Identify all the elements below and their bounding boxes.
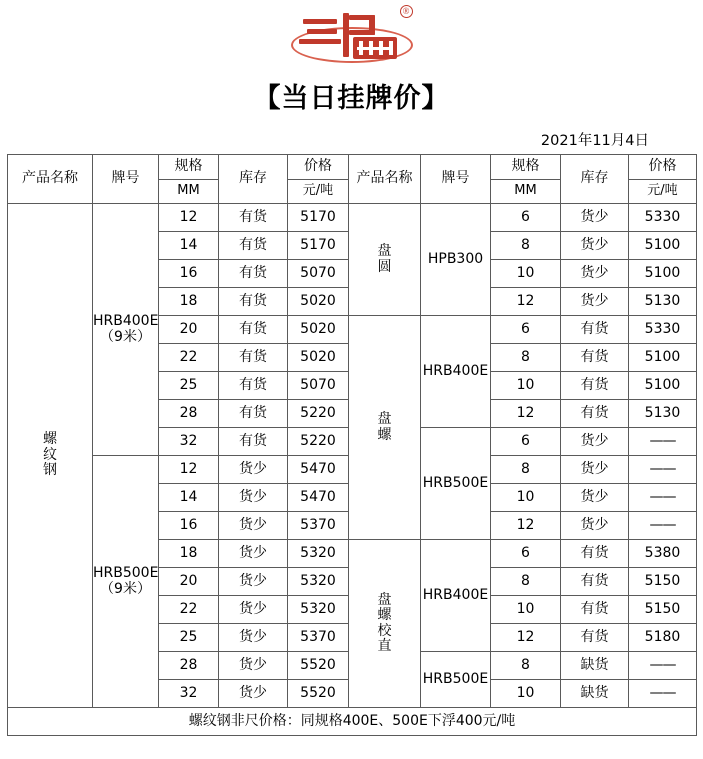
right-product-name: 盘 圆	[349, 204, 421, 316]
right-price-cell: 5130	[629, 288, 697, 316]
right-price-cell: 5100	[629, 260, 697, 288]
right-product-name: 盘 螺 校 直	[349, 540, 421, 708]
header-product-right: 产品名称	[349, 155, 421, 204]
left-price-cell: 5020	[288, 288, 349, 316]
header-price-left	[288, 155, 349, 204]
header-price-right	[629, 155, 697, 204]
header-stock-left: 库存	[219, 155, 288, 204]
right-stock-cell: 有货	[561, 372, 629, 400]
right-grade-cell: HPB300	[421, 204, 491, 316]
header-spec-right	[491, 155, 561, 204]
right-spec-cell: 10	[491, 484, 561, 512]
right-price-cell: 5130	[629, 400, 697, 428]
header-grade-left: 牌号	[93, 155, 159, 204]
right-stock-cell: 有货	[561, 624, 629, 652]
price-table	[7, 154, 697, 736]
header-product-left: 产品名称	[8, 155, 93, 204]
left-spec-cell: 22	[159, 344, 219, 372]
left-spec-cell: 32	[159, 428, 219, 456]
left-spec-cell: 28	[159, 400, 219, 428]
left-stock-cell: 有货	[219, 400, 288, 428]
header-spec-left-unit: MM	[177, 183, 200, 199]
left-stock-cell: 货少	[219, 512, 288, 540]
footnote-cell: 螺纹钢非尺价格：同规格400E、500E下浮400元/吨	[8, 708, 697, 736]
left-spec-cell: 28	[159, 652, 219, 680]
right-spec-cell: 12	[491, 624, 561, 652]
right-spec-cell: 8	[491, 232, 561, 260]
right-price-cell: 5330	[629, 204, 697, 232]
right-stock-cell: 货少	[561, 484, 629, 512]
right-price-cell: ——	[629, 428, 697, 456]
right-price-cell: ——	[629, 652, 697, 680]
left-spec-cell: 16	[159, 512, 219, 540]
left-stock-cell: 货少	[219, 596, 288, 624]
right-price-cell: 5100	[629, 344, 697, 372]
left-stock-cell: 货少	[219, 456, 288, 484]
left-spec-cell: 32	[159, 680, 219, 708]
table-header-row	[8, 155, 697, 204]
header-spec-right-unit: MM	[514, 183, 537, 199]
right-stock-cell: 缺货	[561, 680, 629, 708]
left-spec-cell: 22	[159, 596, 219, 624]
right-stock-cell: 货少	[561, 288, 629, 316]
left-stock-cell: 货少	[219, 540, 288, 568]
right-spec-cell: 6	[491, 540, 561, 568]
right-spec-cell: 8	[491, 568, 561, 596]
left-stock-cell: 货少	[219, 568, 288, 596]
left-stock-cell: 货少	[219, 680, 288, 708]
left-stock-cell: 货少	[219, 624, 288, 652]
quote-date: 2021年11月4日	[540, 133, 649, 149]
left-stock-cell: 有货	[219, 232, 288, 260]
left-price-cell: 5520	[288, 652, 349, 680]
left-stock-cell: 货少	[219, 484, 288, 512]
left-price-cell: 5470	[288, 484, 349, 512]
right-spec-cell: 6	[491, 204, 561, 232]
right-price-cell: 5180	[629, 624, 697, 652]
left-stock-cell: 货少	[219, 652, 288, 680]
right-price-cell: 5150	[629, 596, 697, 624]
table-row	[8, 204, 697, 232]
header-price-right-unit: 元/吨	[647, 183, 678, 199]
right-grade-cell: HRB400E	[421, 540, 491, 652]
page-title: 【当日挂牌价】	[253, 83, 450, 114]
right-spec-cell: 8	[491, 652, 561, 680]
right-grade-cell: HRB500E	[421, 652, 491, 708]
left-price-cell: 5170	[288, 204, 349, 232]
right-stock-cell: 货少	[561, 260, 629, 288]
header-spec-left	[159, 155, 219, 204]
registered-trademark-icon: ®	[400, 5, 413, 18]
left-price-cell: 5020	[288, 316, 349, 344]
table-footnote-row	[8, 708, 697, 736]
left-stock-cell: 有货	[219, 372, 288, 400]
left-spec-cell: 18	[159, 288, 219, 316]
right-price-cell: 5150	[629, 568, 697, 596]
right-stock-cell: 货少	[561, 204, 629, 232]
right-spec-cell: 12	[491, 288, 561, 316]
left-price-cell: 5220	[288, 428, 349, 456]
left-price-cell: 5070	[288, 372, 349, 400]
left-spec-cell: 14	[159, 232, 219, 260]
right-price-cell: ——	[629, 456, 697, 484]
left-price-cell: 5320	[288, 568, 349, 596]
left-stock-cell: 有货	[219, 428, 288, 456]
left-price-cell: 5170	[288, 232, 349, 260]
header-price-left-main: 价格	[288, 155, 348, 180]
right-stock-cell: 缺货	[561, 652, 629, 680]
left-price-cell: 5320	[288, 596, 349, 624]
left-price-cell: 5220	[288, 400, 349, 428]
left-price-cell: 5370	[288, 624, 349, 652]
left-price-cell: 5470	[288, 456, 349, 484]
right-stock-cell: 有货	[561, 344, 629, 372]
right-product-name: 盘 螺	[349, 316, 421, 540]
left-spec-cell: 18	[159, 540, 219, 568]
right-stock-cell: 货少	[561, 428, 629, 456]
left-spec-cell: 20	[159, 568, 219, 596]
right-price-cell: 5330	[629, 316, 697, 344]
header-spec-left-main: 规格	[159, 155, 218, 180]
right-grade-cell: HRB500E	[421, 428, 491, 540]
left-product-name: 螺 纹 钢	[8, 204, 93, 708]
header-price-right-main: 价格	[629, 155, 696, 180]
right-price-cell: 5380	[629, 540, 697, 568]
right-stock-cell: 货少	[561, 456, 629, 484]
left-spec-cell: 25	[159, 372, 219, 400]
left-spec-cell: 16	[159, 260, 219, 288]
header-stock-right: 库存	[561, 155, 629, 204]
right-spec-cell: 10	[491, 596, 561, 624]
right-spec-cell: 10	[491, 372, 561, 400]
right-stock-cell: 有货	[561, 568, 629, 596]
right-grade-cell: HRB400E	[421, 316, 491, 428]
left-spec-cell: 14	[159, 484, 219, 512]
left-stock-cell: 有货	[219, 288, 288, 316]
right-stock-cell: 有货	[561, 316, 629, 344]
left-spec-cell: 20	[159, 316, 219, 344]
right-stock-cell: 有货	[561, 400, 629, 428]
right-stock-cell: 有货	[561, 540, 629, 568]
right-price-cell: ——	[629, 484, 697, 512]
left-stock-cell: 有货	[219, 260, 288, 288]
left-stock-cell: 有货	[219, 344, 288, 372]
right-price-cell: 5100	[629, 372, 697, 400]
left-price-cell: 5020	[288, 344, 349, 372]
right-price-cell: ——	[629, 680, 697, 708]
left-stock-cell: 有货	[219, 204, 288, 232]
right-spec-cell: 6	[491, 316, 561, 344]
left-stock-cell: 有货	[219, 316, 288, 344]
right-spec-cell: 12	[491, 400, 561, 428]
right-spec-cell: 8	[491, 456, 561, 484]
company-logo	[277, 5, 427, 67]
left-spec-cell: 12	[159, 204, 219, 232]
right-stock-cell: 货少	[561, 512, 629, 540]
right-spec-cell: 8	[491, 344, 561, 372]
left-grade-cell: HRB500E （9米）	[93, 456, 159, 708]
header-grade-right: 牌号	[421, 155, 491, 204]
right-spec-cell: 12	[491, 512, 561, 540]
right-price-cell: ——	[629, 512, 697, 540]
left-price-cell: 5070	[288, 260, 349, 288]
logo-banner	[0, 0, 703, 72]
left-spec-cell: 12	[159, 456, 219, 484]
left-price-cell: 5370	[288, 512, 349, 540]
right-stock-cell: 有货	[561, 596, 629, 624]
header-spec-right-main: 规格	[491, 155, 560, 180]
left-price-cell: 5320	[288, 540, 349, 568]
header-price-left-unit: 元/吨	[302, 183, 334, 199]
left-price-cell: 5520	[288, 680, 349, 708]
right-stock-cell: 货少	[561, 232, 629, 260]
left-grade-cell: HRB400E （9米）	[93, 204, 159, 456]
right-spec-cell: 10	[491, 260, 561, 288]
right-price-cell: 5100	[629, 232, 697, 260]
right-spec-cell: 10	[491, 680, 561, 708]
left-spec-cell: 25	[159, 624, 219, 652]
right-spec-cell: 6	[491, 428, 561, 456]
